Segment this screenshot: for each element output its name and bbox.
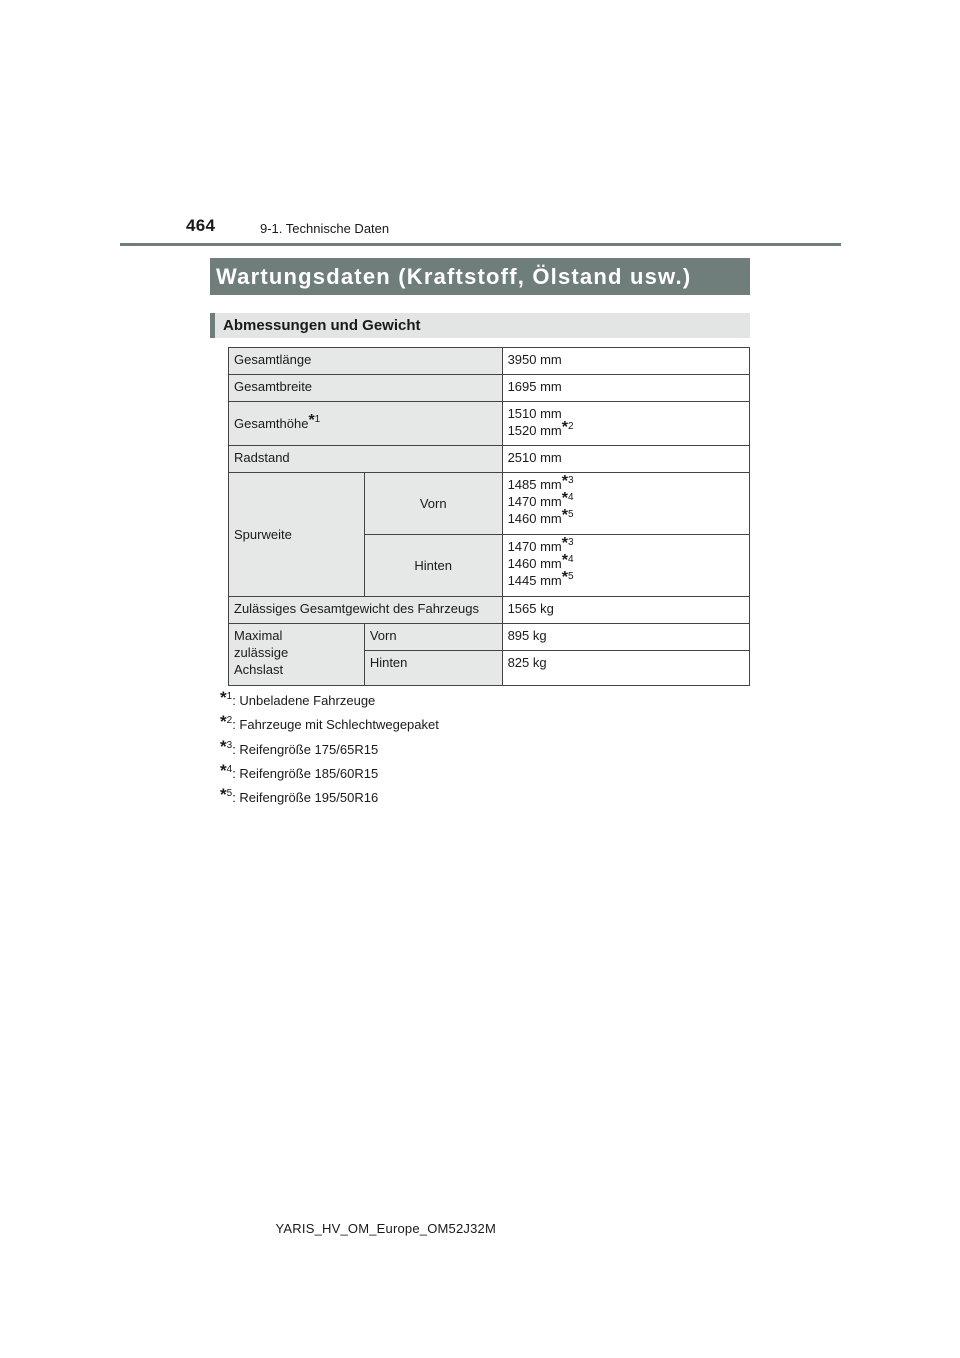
table-sublabel-cell: Hinten bbox=[364, 651, 502, 686]
page-number: 464 bbox=[186, 216, 216, 235]
footnote-number: 2 bbox=[226, 715, 233, 727]
footnote-text: : Reifengröße 175/65R15 bbox=[232, 741, 379, 757]
footnote-item bbox=[220, 736, 439, 763]
footnote-number: 1 bbox=[226, 691, 233, 702]
footnote-number: 4 bbox=[226, 763, 233, 775]
subsection-bar bbox=[210, 313, 750, 338]
table-row bbox=[229, 348, 750, 375]
table-label-cell: Gesamtbreite bbox=[229, 375, 503, 402]
value-line: 1470 mm*$^3$ bbox=[507, 535, 574, 554]
footnote-star: * bbox=[220, 785, 227, 805]
footnote-text: : Fahrzeuge mit Schlechtwegepaket bbox=[232, 717, 439, 733]
footnote-star: * bbox=[561, 535, 568, 552]
label-line: zulässige bbox=[234, 645, 289, 660]
table-label-cell bbox=[229, 402, 503, 446]
table-sublabel-cell: Vorn bbox=[364, 624, 502, 651]
section-label: 9-1. Technische Daten bbox=[260, 221, 390, 236]
table-label-cell: Zulässiges Gesamtgewicht des Fahrzeugs bbox=[229, 597, 503, 624]
footnote-ref: 3 bbox=[568, 537, 574, 548]
table-row bbox=[229, 473, 750, 535]
value-line: 1520 mm*$^2$ bbox=[507, 419, 574, 438]
value-line: 1485 mm*$^3$ bbox=[507, 473, 574, 492]
footnote-text: : Reifengröße 185/60R15 bbox=[232, 765, 379, 781]
footnote-number: 5 bbox=[226, 788, 233, 800]
footnote-star: * bbox=[561, 419, 568, 436]
footnote-star: * bbox=[561, 507, 568, 524]
footnote-item bbox=[220, 714, 439, 738]
table-value-cell bbox=[502, 535, 749, 597]
table-value-cell: 3950 mm bbox=[502, 348, 749, 375]
footer-doc-id: YARIS_HV_OM_Europe_OM52J32M bbox=[275, 1221, 496, 1236]
footnote-item bbox=[220, 760, 439, 787]
table-label-cell: Radstand bbox=[229, 446, 503, 473]
footnote-ref: 2 bbox=[568, 421, 574, 432]
page-title: Wartungsdaten (Kraftstoff, Ölstand usw.) bbox=[216, 263, 692, 289]
subsection-title: Abmessungen und Gewicht bbox=[223, 317, 421, 334]
table-label-cell: Gesamtlänge bbox=[229, 348, 503, 375]
table-row bbox=[229, 402, 750, 446]
table-label-cell bbox=[229, 624, 365, 686]
footnote-ref: 4 bbox=[568, 492, 574, 503]
footnotes bbox=[220, 690, 439, 811]
specs-table bbox=[228, 347, 750, 686]
table-value-cell bbox=[502, 473, 749, 535]
header-rule bbox=[120, 243, 841, 246]
table-value-cell: 2510 mm bbox=[502, 446, 749, 473]
footnote-star: * bbox=[561, 569, 568, 586]
table-label-cell: Spurweite bbox=[229, 473, 365, 597]
value-line: 1510 mm bbox=[507, 406, 562, 421]
table-row bbox=[229, 375, 750, 402]
table-row bbox=[229, 597, 750, 624]
value-line: 1445 mm*$^5$ bbox=[507, 569, 574, 588]
footnote-number: 3 bbox=[226, 739, 233, 751]
footnote-star: * bbox=[220, 712, 227, 732]
table-value-cell: 1695 mm bbox=[502, 375, 749, 402]
table-sublabel-cell: Vorn bbox=[364, 473, 502, 535]
value-line: 1470 mm*$^4$ bbox=[507, 490, 574, 509]
footnote-star: * bbox=[308, 412, 315, 429]
footnote-item bbox=[220, 690, 439, 714]
footnote-ref: 3 bbox=[568, 475, 574, 486]
label-line: Achslast bbox=[234, 662, 284, 677]
label-line: Maximal bbox=[234, 628, 283, 643]
footnote-star: * bbox=[220, 688, 227, 707]
footnote-text: : Reifengröße 195/50R16 bbox=[232, 790, 379, 806]
title-bar bbox=[210, 258, 750, 295]
table-value-cell bbox=[502, 402, 749, 446]
table-sublabel-cell: Hinten bbox=[364, 535, 502, 597]
footnote-star: * bbox=[561, 490, 568, 507]
value-line: 1460 mm*$^4$ bbox=[507, 552, 574, 571]
footnote-text: : Unbeladene Fahrzeuge bbox=[232, 693, 376, 708]
footnote-ref: 5 bbox=[568, 571, 574, 582]
footnote-star: * bbox=[220, 736, 227, 756]
gesamthoehe-label: Gesamthöhe bbox=[234, 416, 309, 431]
table-value-cell: 895 kg bbox=[502, 624, 749, 651]
table-row bbox=[229, 446, 750, 473]
footnote-ref: 5 bbox=[568, 509, 574, 520]
table-row bbox=[229, 624, 750, 651]
footnote-item bbox=[220, 787, 439, 811]
footnote-star: * bbox=[220, 760, 227, 780]
table-value-cell: 825 kg bbox=[502, 651, 749, 686]
footnote-star: * bbox=[561, 552, 568, 569]
footnote-ref: 4 bbox=[568, 554, 574, 565]
value-line: 1460 mm*$^5$ bbox=[507, 507, 574, 526]
footnote-ref: 1 bbox=[314, 414, 321, 425]
table-value-cell: 1565 kg bbox=[502, 597, 749, 624]
subsection-marker bbox=[210, 313, 215, 338]
footnote-star: * bbox=[561, 473, 568, 490]
